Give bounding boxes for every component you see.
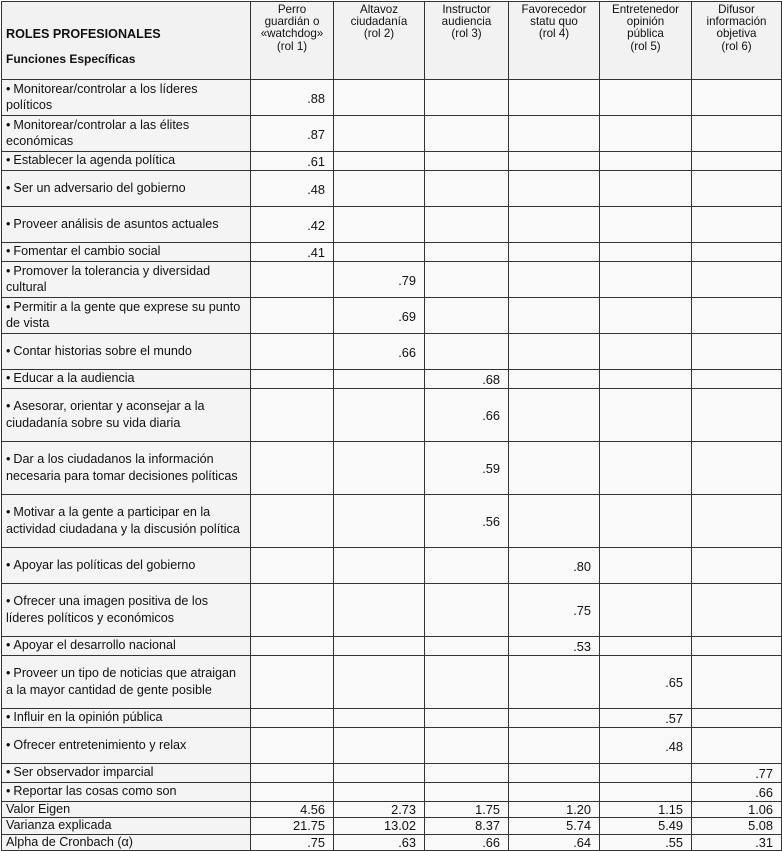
- empty-cell: [692, 547, 782, 583]
- column-header-rol-3: Instructor audiencia (rol 3): [425, 2, 509, 80]
- empty-cell: [509, 79, 600, 115]
- roles-header: [2, 2, 251, 80]
- function-text: Permitir a la gente que exprese su punto de vista: [6, 299, 241, 331]
- function-text: Apoyar las políticas del gobierno: [13, 557, 196, 572]
- function-text: Dar a los ciudadanos la información necesaria para tomar decisiones políticas: [6, 452, 238, 483]
- empty-cell: [509, 242, 600, 261]
- function-label: [2, 727, 251, 763]
- table-row: [2, 333, 782, 369]
- table-row: [2, 441, 782, 494]
- empty-cell: [334, 583, 425, 636]
- stat-value: 5.08: [692, 818, 782, 835]
- empty-cell: [509, 206, 600, 242]
- empty-cell: [251, 782, 334, 801]
- column-header-rol-2: Altavoz ciudadanía (rol 2): [334, 2, 425, 80]
- factor-loading: .48: [600, 727, 692, 763]
- factor-loading: .57: [600, 708, 692, 727]
- function-label: [2, 708, 251, 727]
- function-label: [2, 441, 251, 494]
- empty-cell: [509, 333, 600, 369]
- empty-cell: [251, 655, 334, 708]
- empty-cell: [692, 79, 782, 115]
- factor-loading: .80: [509, 547, 600, 583]
- column-header-rol-5: Entretenedor opinión pública (rol 5): [600, 2, 692, 80]
- empty-cell: [251, 636, 334, 655]
- column-header-rol-6: Difusor información objetiva (rol 6): [692, 2, 782, 80]
- function-label: [2, 151, 251, 170]
- empty-cell: [600, 170, 692, 206]
- empty-cell: [692, 583, 782, 636]
- empty-cell: [692, 708, 782, 727]
- empty-cell: [600, 242, 692, 261]
- empty-cell: [251, 441, 334, 494]
- stat-value: 4.56: [251, 801, 334, 818]
- bullet-icon: •: [6, 399, 11, 414]
- table-row: [2, 763, 782, 782]
- function-text: Contar historias sobre el mundo: [13, 343, 192, 358]
- function-label: [2, 494, 251, 547]
- function-text: Proveer un tipo de noticias que atraigan a la mayor cantidad de gente posible: [6, 666, 237, 697]
- empty-cell: [509, 782, 600, 801]
- table-row: [2, 115, 782, 151]
- bullet-icon: •: [6, 371, 11, 386]
- empty-cell: [692, 369, 782, 388]
- empty-cell: [600, 388, 692, 441]
- empty-cell: [600, 115, 692, 151]
- empty-cell: [600, 494, 692, 547]
- factor-loading: .69: [334, 297, 425, 333]
- empty-cell: [600, 206, 692, 242]
- table-row: [2, 170, 782, 206]
- table-row: [2, 655, 782, 708]
- function-label: [2, 655, 251, 708]
- empty-cell: [334, 655, 425, 708]
- empty-cell: [692, 206, 782, 242]
- table-title: ROLES PROFESIONALES: [6, 27, 161, 42]
- stat-label: Varianza explicada: [2, 818, 251, 835]
- table-row: [2, 782, 782, 801]
- factor-loading: .61: [251, 151, 334, 170]
- function-text: Ofrecer entretenimiento y relax: [13, 737, 187, 752]
- empty-cell: [600, 261, 692, 297]
- empty-cell: [334, 242, 425, 261]
- empty-cell: [509, 369, 600, 388]
- empty-cell: [692, 388, 782, 441]
- empty-cell: [425, 333, 509, 369]
- stat-value: .75: [251, 834, 334, 851]
- bullet-icon: •: [6, 216, 11, 231]
- empty-cell: [251, 388, 334, 441]
- empty-cell: [600, 782, 692, 801]
- empty-cell: [334, 206, 425, 242]
- table-row: [2, 494, 782, 547]
- table-row: [2, 242, 782, 261]
- function-text: Motivar a la gente a participar en la actividad ciudadana y la discusión política: [6, 505, 240, 536]
- empty-cell: [425, 583, 509, 636]
- empty-cell: [509, 297, 600, 333]
- empty-cell: [425, 206, 509, 242]
- empty-cell: [692, 333, 782, 369]
- table-row: [2, 727, 782, 763]
- empty-cell: [692, 494, 782, 547]
- stat-value: .31: [692, 834, 782, 851]
- empty-cell: [692, 115, 782, 151]
- table-subtitle: Funciones Específicas: [6, 52, 136, 67]
- empty-cell: [425, 297, 509, 333]
- bullet-icon: •: [6, 117, 11, 132]
- empty-cell: [425, 782, 509, 801]
- empty-cell: [334, 151, 425, 170]
- function-text: Educar a la audiencia: [13, 371, 135, 386]
- empty-cell: [425, 655, 509, 708]
- empty-cell: [509, 388, 600, 441]
- factor-loading: .48: [251, 170, 334, 206]
- bullet-icon: •: [6, 244, 11, 259]
- function-text: Asesorar, orientar y aconsejar a la ciudadanía sobre su vida diaria: [6, 399, 205, 430]
- bullet-icon: •: [6, 343, 11, 358]
- stat-value: 8.37: [425, 818, 509, 835]
- empty-cell: [334, 727, 425, 763]
- function-label: [2, 547, 251, 583]
- empty-cell: [600, 441, 692, 494]
- table-body: [2, 79, 782, 851]
- function-text: Influir en la opinión pública: [13, 710, 163, 725]
- function-text: Promover la tolerancia y diversidad cultural: [6, 263, 211, 295]
- factor-loading: .87: [251, 115, 334, 151]
- function-label: [2, 369, 251, 388]
- empty-cell: [251, 494, 334, 547]
- factor-loading: .56: [425, 494, 509, 547]
- stat-value: 2.73: [334, 801, 425, 818]
- table-row: [2, 79, 782, 115]
- stat-row: [2, 801, 782, 818]
- empty-cell: [692, 441, 782, 494]
- empty-cell: [251, 297, 334, 333]
- function-label: [2, 782, 251, 801]
- function-text: Reportar las cosas como son: [13, 784, 177, 799]
- stat-row: [2, 834, 782, 851]
- empty-cell: [692, 261, 782, 297]
- empty-cell: [251, 763, 334, 782]
- empty-cell: [425, 151, 509, 170]
- empty-cell: [251, 583, 334, 636]
- stat-value: 1.06: [692, 801, 782, 818]
- empty-cell: [334, 115, 425, 151]
- factor-loading: .59: [425, 441, 509, 494]
- empty-cell: [600, 763, 692, 782]
- function-label: [2, 206, 251, 242]
- empty-cell: [509, 763, 600, 782]
- function-label: [2, 242, 251, 261]
- function-label: [2, 170, 251, 206]
- empty-cell: [425, 115, 509, 151]
- function-label: [2, 636, 251, 655]
- empty-cell: [334, 494, 425, 547]
- bullet-icon: •: [6, 784, 11, 799]
- stat-value: 5.49: [600, 818, 692, 835]
- empty-cell: [251, 727, 334, 763]
- table-row: [2, 388, 782, 441]
- empty-cell: [692, 655, 782, 708]
- empty-cell: [425, 79, 509, 115]
- factor-loading: .41: [251, 242, 334, 261]
- bullet-icon: •: [6, 263, 11, 278]
- function-label: [2, 388, 251, 441]
- table-row: [2, 206, 782, 242]
- column-header-rol-4: Favorecedor statu quo (rol 4): [509, 2, 600, 80]
- empty-cell: [509, 441, 600, 494]
- stat-label: Alpha de Cronbach (α): [2, 834, 251, 851]
- function-label: [2, 79, 251, 115]
- empty-cell: [600, 151, 692, 170]
- empty-cell: [425, 242, 509, 261]
- bullet-icon: •: [6, 180, 11, 195]
- factor-loading: .79: [334, 261, 425, 297]
- function-text: Fomentar el cambio social: [13, 244, 161, 259]
- empty-cell: [425, 547, 509, 583]
- stat-value: 13.02: [334, 818, 425, 835]
- factor-loading: .66: [334, 333, 425, 369]
- factor-loading: .75: [509, 583, 600, 636]
- table-row: [2, 261, 782, 297]
- stat-value: 1.15: [600, 801, 692, 818]
- empty-cell: [509, 708, 600, 727]
- empty-cell: [334, 782, 425, 801]
- factor-loading: .66: [425, 388, 509, 441]
- empty-cell: [509, 655, 600, 708]
- bullet-icon: •: [6, 557, 11, 572]
- table-row: [2, 369, 782, 388]
- empty-cell: [334, 547, 425, 583]
- empty-cell: [600, 297, 692, 333]
- empty-cell: [334, 636, 425, 655]
- bullet-icon: •: [6, 710, 11, 725]
- roles-table: [1, 1, 782, 851]
- factor-loading: .77: [692, 763, 782, 782]
- empty-cell: [251, 333, 334, 369]
- empty-cell: [334, 708, 425, 727]
- function-text: Monitorear/controlar a las élites económicas: [6, 117, 190, 149]
- empty-cell: [425, 261, 509, 297]
- empty-cell: [509, 115, 600, 151]
- empty-cell: [692, 170, 782, 206]
- empty-cell: [251, 708, 334, 727]
- empty-cell: [509, 727, 600, 763]
- factor-loading: .53: [509, 636, 600, 655]
- table-row: [2, 583, 782, 636]
- empty-cell: [334, 369, 425, 388]
- empty-cell: [509, 151, 600, 170]
- bullet-icon: •: [6, 299, 11, 314]
- empty-cell: [509, 261, 600, 297]
- empty-cell: [600, 369, 692, 388]
- bullet-icon: •: [6, 81, 11, 96]
- stat-value: .64: [509, 834, 600, 851]
- empty-cell: [692, 636, 782, 655]
- stat-value: .55: [600, 834, 692, 851]
- function-label: [2, 115, 251, 151]
- empty-cell: [692, 151, 782, 170]
- empty-cell: [509, 494, 600, 547]
- stat-value: 5.74: [509, 818, 600, 835]
- function-text: Apoyar el desarrollo nacional: [13, 638, 176, 653]
- factor-loading: .88: [251, 79, 334, 115]
- factor-loading: .42: [251, 206, 334, 242]
- table-row: [2, 708, 782, 727]
- stat-value: 1.20: [509, 801, 600, 818]
- empty-cell: [692, 242, 782, 261]
- empty-cell: [692, 297, 782, 333]
- bullet-icon: •: [6, 666, 11, 681]
- empty-cell: [334, 170, 425, 206]
- column-header-rol-1: Perro guardián o «watchdog» (rol 1): [251, 2, 334, 80]
- stat-value: .63: [334, 834, 425, 851]
- empty-cell: [334, 79, 425, 115]
- factor-loading: .65: [600, 655, 692, 708]
- empty-cell: [425, 170, 509, 206]
- factor-loading: .66: [692, 782, 782, 801]
- function-label: [2, 333, 251, 369]
- stat-row: [2, 818, 782, 835]
- function-label: [2, 763, 251, 782]
- empty-cell: [334, 763, 425, 782]
- table-row: [2, 547, 782, 583]
- empty-cell: [251, 547, 334, 583]
- empty-cell: [509, 170, 600, 206]
- bullet-icon: •: [6, 765, 11, 780]
- bullet-icon: •: [6, 737, 11, 752]
- function-text: Ofrecer una imagen positiva de los líderes políticos y económicos: [6, 594, 209, 625]
- function-text: Ser un adversario del gobierno: [13, 180, 186, 195]
- stat-value: 21.75: [251, 818, 334, 835]
- function-text: Monitorear/controlar a los líderes políticos: [6, 81, 198, 113]
- stat-label: Valor Eigen: [2, 801, 251, 818]
- empty-cell: [425, 727, 509, 763]
- function-label: [2, 297, 251, 333]
- empty-cell: [251, 369, 334, 388]
- function-text: Ser observador imparcial: [13, 765, 154, 780]
- bullet-icon: •: [6, 594, 11, 609]
- function-text: Proveer análisis de asuntos actuales: [13, 216, 219, 231]
- table-row: [2, 297, 782, 333]
- empty-cell: [425, 763, 509, 782]
- factor-loading: .68: [425, 369, 509, 388]
- function-text: Establecer la agenda política: [13, 153, 176, 168]
- empty-cell: [334, 388, 425, 441]
- empty-cell: [600, 333, 692, 369]
- empty-cell: [425, 708, 509, 727]
- table-row: [2, 636, 782, 655]
- empty-cell: [600, 79, 692, 115]
- empty-cell: [600, 636, 692, 655]
- empty-cell: [251, 261, 334, 297]
- stat-value: .66: [425, 834, 509, 851]
- stat-value: 1.75: [425, 801, 509, 818]
- bullet-icon: •: [6, 638, 11, 653]
- empty-cell: [425, 636, 509, 655]
- header-row: [2, 2, 782, 80]
- empty-cell: [600, 547, 692, 583]
- function-label: [2, 583, 251, 636]
- empty-cell: [334, 441, 425, 494]
- bullet-icon: •: [6, 452, 11, 467]
- empty-cell: [600, 583, 692, 636]
- empty-cell: [692, 727, 782, 763]
- function-label: [2, 261, 251, 297]
- bullet-icon: •: [6, 153, 11, 168]
- bullet-icon: •: [6, 505, 11, 520]
- table-row: [2, 151, 782, 170]
